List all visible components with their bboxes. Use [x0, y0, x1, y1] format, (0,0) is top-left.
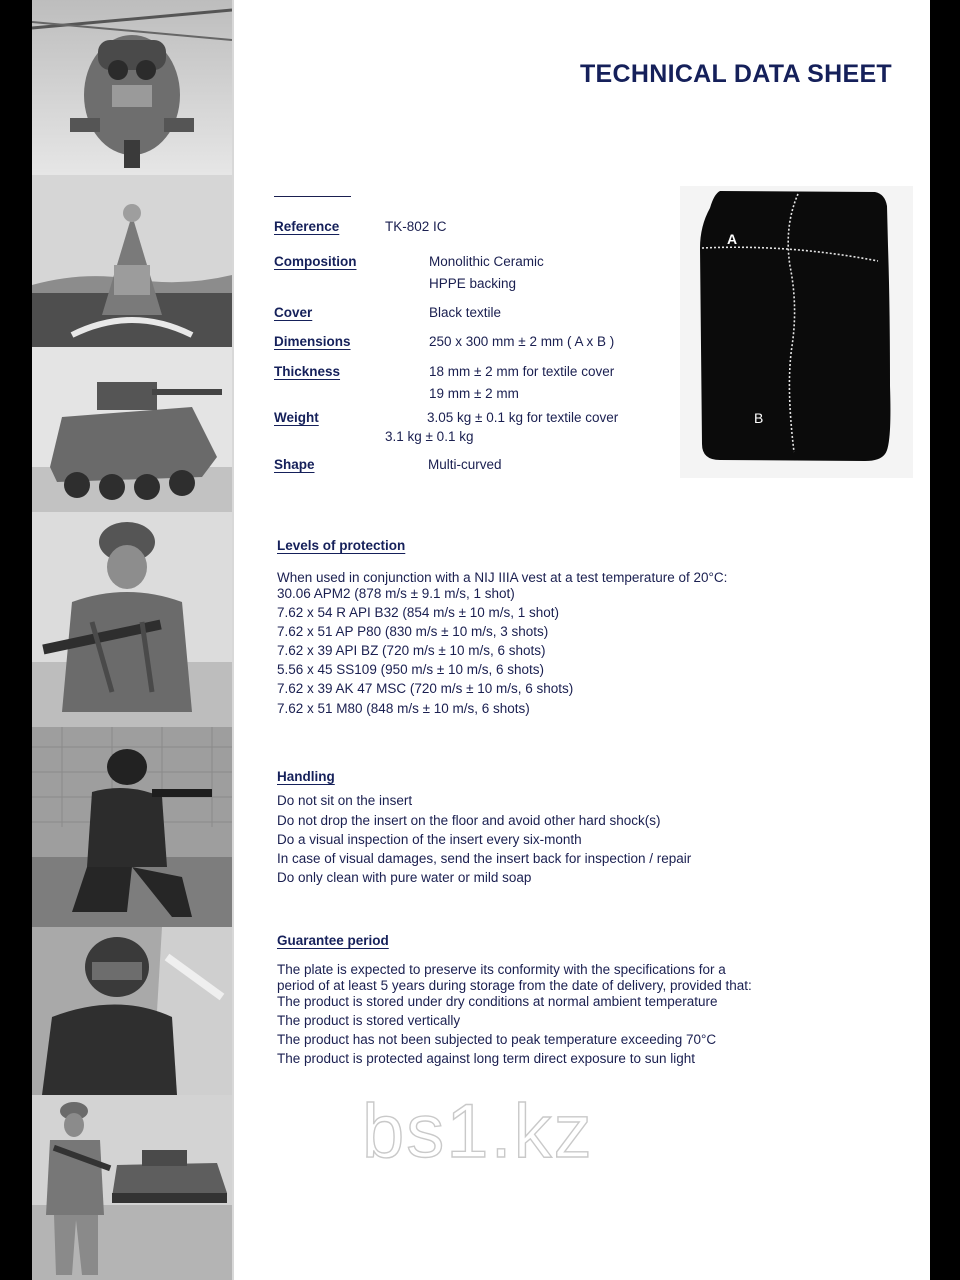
- protection-line: 30.06 APM2 (878 m/s ± 9.1 m/s, 1 shot): [277, 586, 515, 601]
- weight-label: Weight: [274, 410, 319, 425]
- plate-image: [680, 186, 913, 478]
- photo-strip: [32, 0, 232, 1280]
- thickness-value-1: 18 mm ± 2 mm for textile cover: [429, 364, 615, 379]
- protection-heading: Levels of protection: [277, 538, 406, 553]
- weight-value-2: 3.1 kg ± 0.1 kg: [385, 429, 474, 444]
- guarantee-line: The product is stored vertically: [277, 1013, 461, 1028]
- reference-label: Reference: [274, 219, 340, 234]
- handling-line: In case of visual damages, send the insert back for inspection / repair: [277, 851, 692, 866]
- protection-line: 7.62 x 51 M80 (848 m/s ± 10 m/s, 6 shots): [277, 701, 530, 716]
- handling-line: Do not sit on the insert: [277, 793, 413, 808]
- guarantee-line: period of at least 5 years during storage from the date of delivery, provided that:: [277, 978, 752, 993]
- cover-value: Black textile: [429, 305, 502, 320]
- protection-line: 5.56 x 45 SS109 (950 m/s ± 10 m/s, 6 shots): [277, 662, 545, 677]
- weight-value-1: 3.05 kg ± 0.1 kg for textile cover: [427, 410, 619, 425]
- handling-line: Do a visual inspection of the insert every six-month: [277, 832, 582, 847]
- composition-value-1: Monolithic Ceramic: [429, 254, 544, 269]
- cover-label: Cover: [274, 305, 313, 320]
- shape-value: Multi-curved: [428, 457, 502, 472]
- plate-label-b: B: [754, 410, 764, 426]
- divider-line: [274, 196, 351, 197]
- guarantee-line: The product is protected against long term direct exposure to sun light: [277, 1051, 695, 1066]
- protection-line: 7.62 x 39 API BZ (720 m/s ± 10 m/s, 6 shots): [277, 643, 546, 658]
- guarantee-line: The product is stored under dry conditions at normal ambient temperature: [277, 994, 718, 1009]
- riot-officer-photo: [32, 927, 232, 1095]
- watermark: bs1.kz: [362, 1089, 594, 1174]
- thickness-value-2: 19 mm ± 2 mm: [429, 386, 519, 401]
- protection-line: 7.62 x 39 AK 47 MSC (720 m/s ± 10 m/s, 6 shots): [277, 681, 574, 696]
- protection-line: When used in conjunction with a NIJ IIIA vest at a test temperature of 20°C:: [277, 570, 728, 585]
- protection-line: 7.62 x 51 AP P80 (830 m/s ± 10 m/s, 3 shots): [277, 624, 549, 639]
- thickness-label: Thickness: [274, 364, 341, 379]
- handling-line: Do not drop the insert on the floor and avoid other hard shock(s): [277, 813, 661, 828]
- dimensions-label: Dimensions: [274, 334, 351, 349]
- armored-vehicle-photo: [32, 347, 232, 512]
- composition-label: Composition: [274, 254, 357, 269]
- handling-heading: Handling: [277, 769, 335, 784]
- helicopter-photo: [32, 0, 232, 175]
- dimensions-value: 250 x 300 mm ± 2 mm ( A x B ): [429, 334, 615, 349]
- page-title: TECHNICAL DATA SHEET: [579, 60, 892, 88]
- kneeling-shooter-photo: [32, 727, 232, 927]
- handling-line: Do only clean with pure water or mild soap: [277, 870, 532, 885]
- data-sheet-page: [32, 0, 930, 1280]
- photo-strip-edge: [232, 0, 234, 1280]
- soldier-photo: [32, 512, 232, 727]
- desert-soldier-tank-photo: [32, 1095, 232, 1280]
- guarantee-line: The product has not been subjected to peak temperature exceeding 70°C: [277, 1032, 717, 1047]
- warship-photo: [32, 175, 232, 347]
- plate-label-a: A: [727, 231, 738, 247]
- reference-value: TK-802 IC: [385, 219, 447, 234]
- protection-line: 7.62 x 54 R API B32 (854 m/s ± 10 m/s, 1 shot): [277, 605, 560, 620]
- guarantee-line: The plate is expected to preserve its conformity with the specifications for a: [277, 962, 726, 977]
- composition-value-2: HPPE backing: [429, 276, 517, 291]
- shape-label: Shape: [274, 457, 315, 472]
- guarantee-heading: Guarantee period: [277, 933, 389, 948]
